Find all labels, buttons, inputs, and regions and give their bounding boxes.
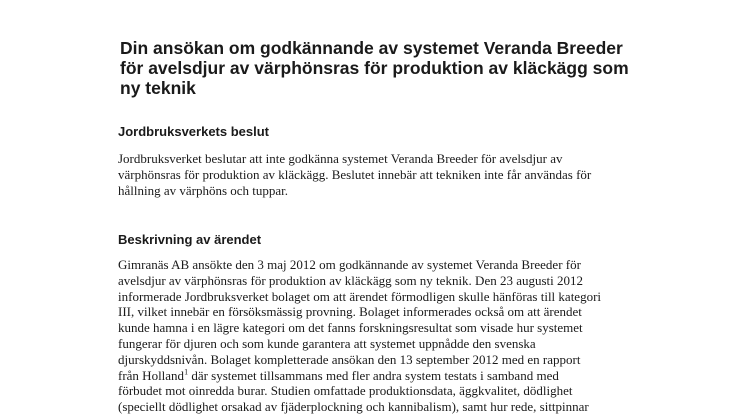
paragraph-line: kunde hamna i en lägre kategori om det fanns forskningsresultat som visade hur systemet	[118, 320, 583, 336]
paragraph-line: hållning av värphöns och tuppar.	[118, 182, 289, 198]
paragraph-line-tail: där systemet tillsammans med fler andra system testats i samband med	[188, 367, 559, 383]
paragraph-line: Gimranäs AB ansökte den 3 maj 2012 om godkännande av systemet Veranda Breeder för	[118, 257, 581, 272]
title-line-3: ny teknik	[120, 78, 196, 98]
paragraph-line: värphönsras för produktion av kläckägg. Beslutet innebär att tekniken inte får användas för	[118, 166, 592, 182]
paragraph-line: III, vilket innebär en försöksmässig provning. Bolaget informerades också om att ärendet	[118, 304, 582, 320]
paragraph-line-with-footnote	[118, 368, 678, 384]
paragraph-line: djurskyddsnivån. Bolaget kompletterade ansökan den 13 september 2012 med en rapport	[118, 351, 581, 367]
decision-paragraph	[118, 151, 678, 198]
paragraph-line-head: från Holland	[118, 367, 185, 383]
section-heading-decision: Jordbruksverkets beslut	[118, 124, 270, 139]
paragraph-line: (speciellt dödlighet orsakad av fjäderplockning och kannibalism), samt hur rede, sittpinnar	[118, 399, 589, 415]
footnote-marker[interactable]: 1	[184, 367, 189, 377]
description-paragraph	[118, 257, 678, 415]
title-line-1: Din ansökan om godkännande av systemet Veranda Breeder	[120, 38, 623, 58]
paragraph-line: förbudet mot oinredda burar. Studien omfattade produktionsdata, äggkvalitet, dödlighet	[118, 383, 573, 399]
paragraph-line: avelsdjur av värphönsras för produktion av kläckägg som ny teknik. Den 23 augusti 2012	[118, 272, 584, 288]
document-title	[120, 38, 680, 98]
paragraph-line: fungerar för djuren och som kunde garantera att systemet uppnådde den svenska	[118, 335, 536, 351]
paragraph-line: informerade Jordbruksverket bolaget om att ärendet förmodligen skulle hänföras till kategori	[118, 288, 602, 304]
paragraph-line: Jordbruksverket beslutar att inte godkänna systemet Veranda Breeder för avelsdjur av	[118, 151, 563, 166]
title-line-2: för avelsdjur av värphönsras för produktion av kläckägg som	[120, 58, 629, 78]
section-heading-description: Beskrivning av ärendet	[118, 232, 262, 247]
